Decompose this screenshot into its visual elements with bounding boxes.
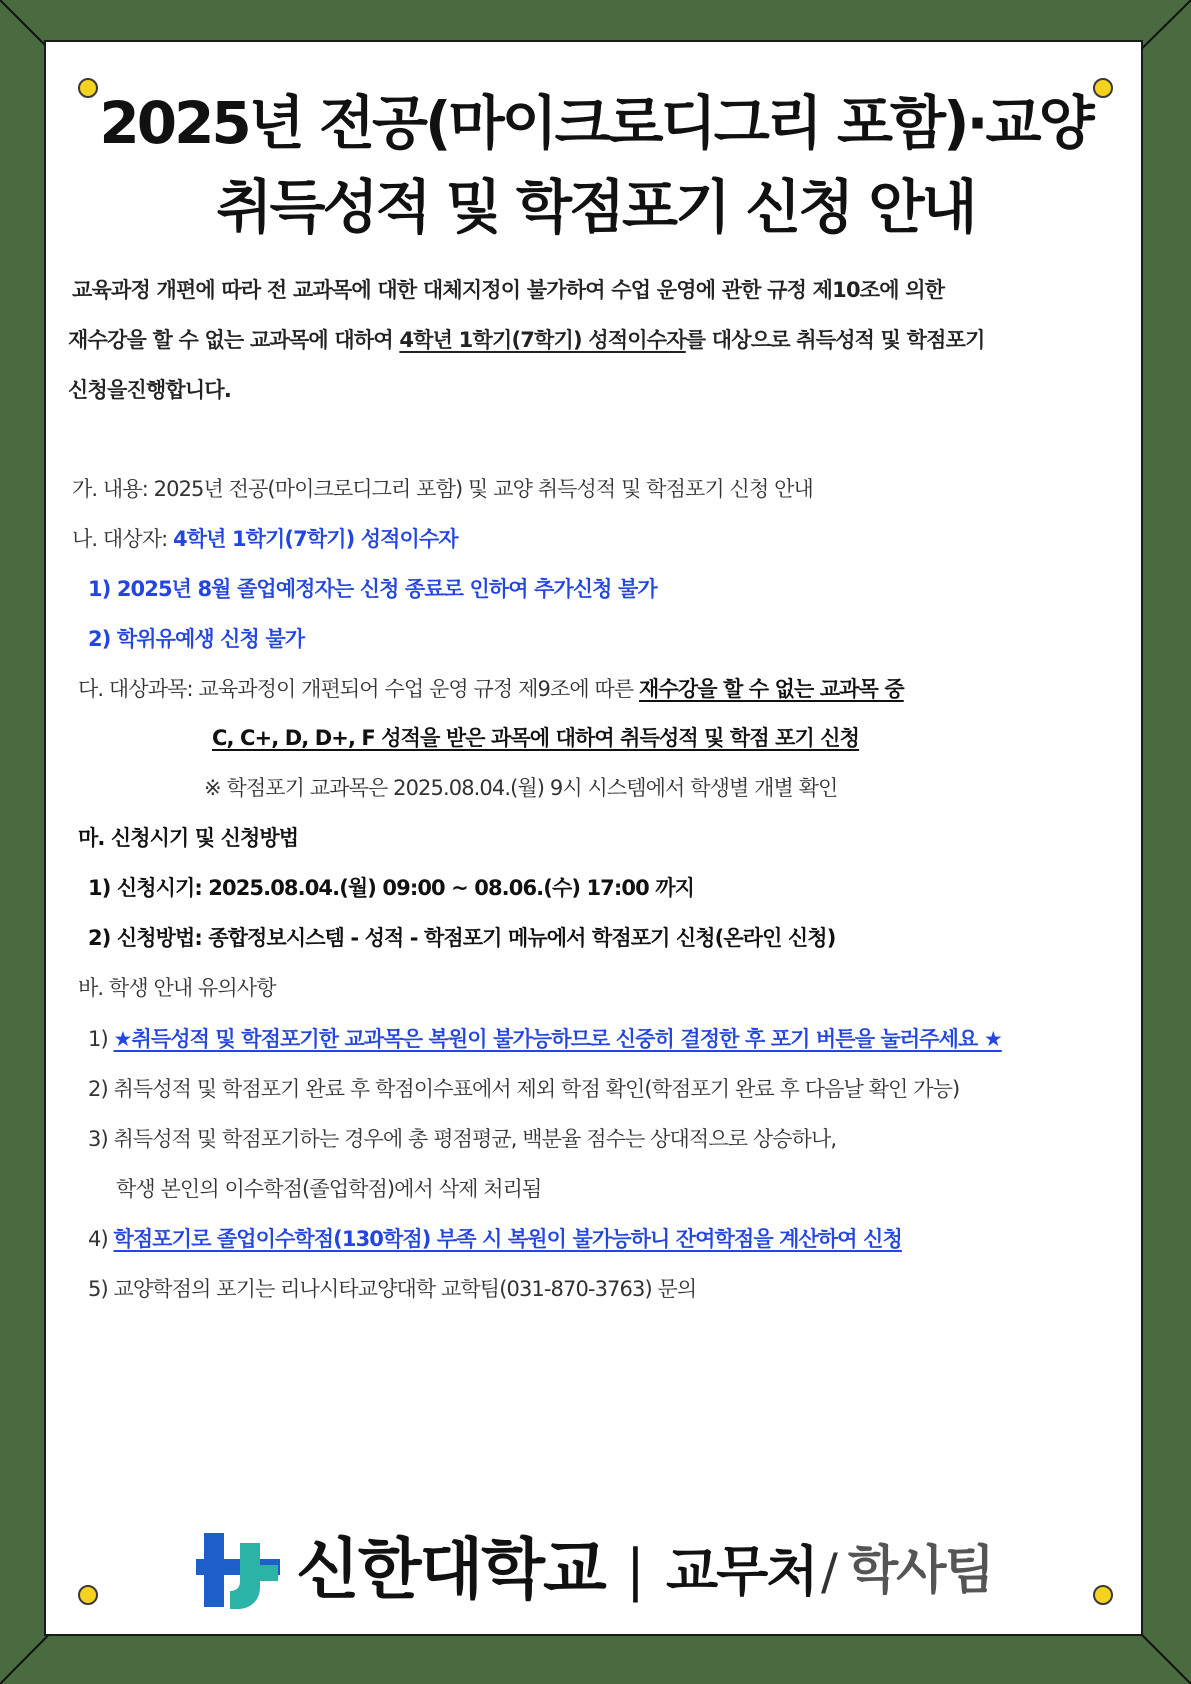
item-ba-3a: 3) 취득성적 및 학점포기하는 경우에 총 평점평균, 백분율 점수는 상대적으로 상승하나,	[88, 1127, 837, 1151]
intro-line2	[68, 330, 985, 351]
item-na-2: 2) 학위유예생 신청 불가	[88, 627, 305, 651]
item-ba-4	[88, 1229, 902, 1250]
item-ba-1	[88, 1029, 1002, 1050]
item-da-emph: 재수강을 할 수 없는 교과목 중	[639, 677, 904, 701]
item-ma-2: 2) 신청방법: 종합정보시스템 - 성적 - 학점포기 메뉴에서 학점포기 신청(온라인 신청)	[88, 926, 836, 950]
intro-line2-pre: 재수강을 할 수 없는 교과목에 대하여	[68, 328, 400, 352]
pin-icon-bottom-right	[1093, 1585, 1113, 1605]
item-ma-1: 1) 신청시기: 2025.08.04.(월) 09:00 ~ 08.06.(수) 17:00 까지	[88, 876, 694, 900]
item-ba-title: 바. 학생 안내 유의사항	[78, 976, 276, 1000]
team-name: 학사팀	[848, 1541, 993, 1601]
shinhan-logo-icon	[196, 1531, 280, 1609]
footer-divider: |	[626, 1538, 643, 1603]
intro-line2-post: 를 대상으로 취득성적 및 학점포기	[685, 328, 985, 352]
item-na-1: 1) 2025년 8월 졸업예정자는 신청 종료로 인하여 추가신청 불가	[88, 577, 657, 601]
intro-target-highlight: 4학년 1학기(7학기) 성적이수자	[399, 328, 686, 352]
item-ba-2: 2) 취득성적 및 학점포기 완료 후 학점이수표에서 제외 학점 확인(학점포기 완료 후 다음날 확인 가능)	[88, 1077, 960, 1101]
item-da	[78, 679, 904, 700]
page-title-line1: 2025년 전공(마이크로디그리 포함)·교양	[99, 89, 1092, 157]
footer-brand	[196, 1527, 1046, 1617]
item-ba-4-text: 학점포기로 졸업이수학점(130학점) 부족 시 복원이 불가능하니 잔여학점을 계산하여 신청	[113, 1227, 902, 1251]
item-na-value: 4학년 1학기(7학기) 성적이수자	[173, 527, 458, 551]
item-ga: 가. 내용: 2025년 전공(마이크로디그리 포함) 및 교양 취득성적 및 학점포기 신청 안내	[72, 477, 813, 501]
intro-line1: 교육과정 개편에 따라 전 교과목에 대한 대체지정이 불가하여 수업 운영에 관한 규정 제10조에 의한	[72, 278, 945, 302]
page-title-line2: 취득성적 및 학점포기 신청 안내	[216, 173, 975, 241]
item-da-line2: C, C+, D, D+, F 성적을 받은 과목에 대하여 취득성적 및 학점 포기 신청	[212, 726, 860, 750]
item-ba-4-num: 4)	[88, 1227, 114, 1251]
item-ba-5: 5) 교양학점의 포기는 리나시타교양대학 교학팀(031-870-3763) 문의	[88, 1277, 697, 1301]
item-na-label: 나. 대상자:	[72, 527, 174, 551]
notice-paper	[44, 40, 1143, 1636]
item-ba-1-num: 1)	[88, 1027, 114, 1051]
university-name: 신한대학교	[296, 1531, 605, 1608]
office-name: 교무처	[666, 1540, 817, 1603]
item-ba-3b: 학생 본인의 이수학점(졸업학점)에서 삭제 처리됨	[116, 1177, 542, 1201]
item-da-label: 다. 대상과목: 교육과정이 개편되어 수업 운영 규정 제9조에 따른	[78, 677, 640, 701]
footer-slash: /	[821, 1543, 836, 1601]
item-na	[72, 529, 458, 550]
item-ma-title: 마. 신청시기 및 신청방법	[78, 826, 299, 850]
item-ba-1-text: ★취득성적 및 학점포기한 교과목은 복원이 불가능하므로 신중히 결정한 후 포기 버튼을 눌러주세요 ★	[113, 1027, 1002, 1051]
pin-icon-bottom-left	[78, 1585, 98, 1605]
item-da-note: ※ 학점포기 교과목은 2025.08.04.(월) 9시 시스템에서 학생별 개별 확인	[204, 776, 838, 800]
intro-line3: 신청을진행합니다.	[68, 378, 232, 402]
